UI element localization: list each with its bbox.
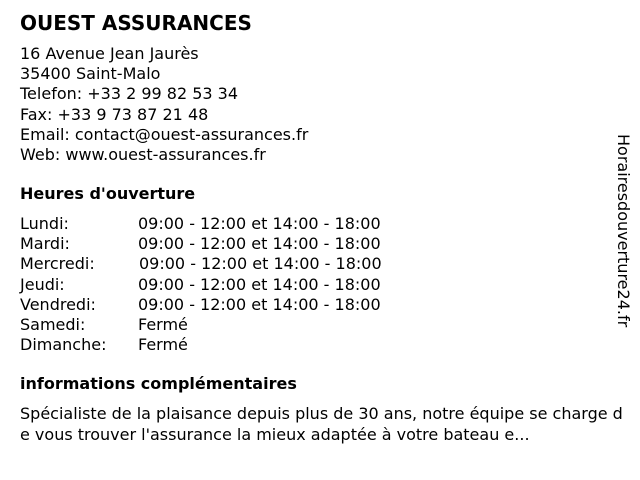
time-value: Fermé [138, 314, 188, 334]
day-label: Lundi: [20, 214, 69, 233]
additional-info-heading: informations complémentaires [20, 374, 297, 393]
time-value: 09:00 - 12:00 et 14:00 - 18:00 [138, 274, 381, 294]
opening-hours-list [20, 214, 440, 355]
address-city: 35400 Saint-Malo [20, 64, 161, 84]
time-value: Fermé [138, 335, 188, 355]
site-watermark: Horairesdouverture24.fr [614, 134, 633, 328]
email-address: Email: contact@ouest-assurances.fr [20, 124, 309, 144]
address-street: 16 Avenue Jean Jaurès [20, 44, 199, 63]
contact-block [20, 44, 308, 165]
hours-row-sunday [20, 335, 440, 355]
time-value: 09:00 - 12:00 et 14:00 - 18:00 [138, 234, 381, 254]
business-name: OUEST ASSURANCES [20, 11, 252, 35]
hours-row-tuesday [20, 234, 440, 254]
website-address: Web: www.ouest-assurances.fr [20, 145, 266, 165]
day-label: Samedi: [20, 314, 86, 334]
time-value: 09:00 - 12:00 et 14:00 - 18:00 [138, 294, 381, 314]
hours-row-monday [20, 214, 440, 234]
day-label: Dimanche: [20, 335, 107, 355]
hours-row-wednesday [20, 254, 440, 274]
phone-number: Telefon: +33 2 99 82 53 34 [20, 84, 239, 104]
fax-number: Fax: +33 9 73 87 21 48 [20, 104, 209, 124]
hours-row-friday [20, 295, 440, 315]
hours-row-thursday [20, 275, 440, 295]
day-label: Mercredi: [20, 254, 95, 274]
time-value: 09:00 - 12:00 et 14:00 - 18:00 [139, 254, 382, 274]
day-label: Vendredi: [20, 294, 96, 314]
day-label: Jeudi: [20, 274, 65, 294]
opening-hours-heading: Heures d'ouverture [20, 184, 196, 203]
day-label: Mardi: [20, 234, 70, 254]
hours-row-saturday [20, 315, 440, 335]
time-value: 09:00 - 12:00 et 14:00 - 18:00 [138, 214, 381, 233]
business-description: Spécialiste de la plaisance depuis plus de 30 ans, notre équipe se charge de vous trouver l'assurance la mieux adaptée à votre bateau e... [20, 404, 623, 444]
